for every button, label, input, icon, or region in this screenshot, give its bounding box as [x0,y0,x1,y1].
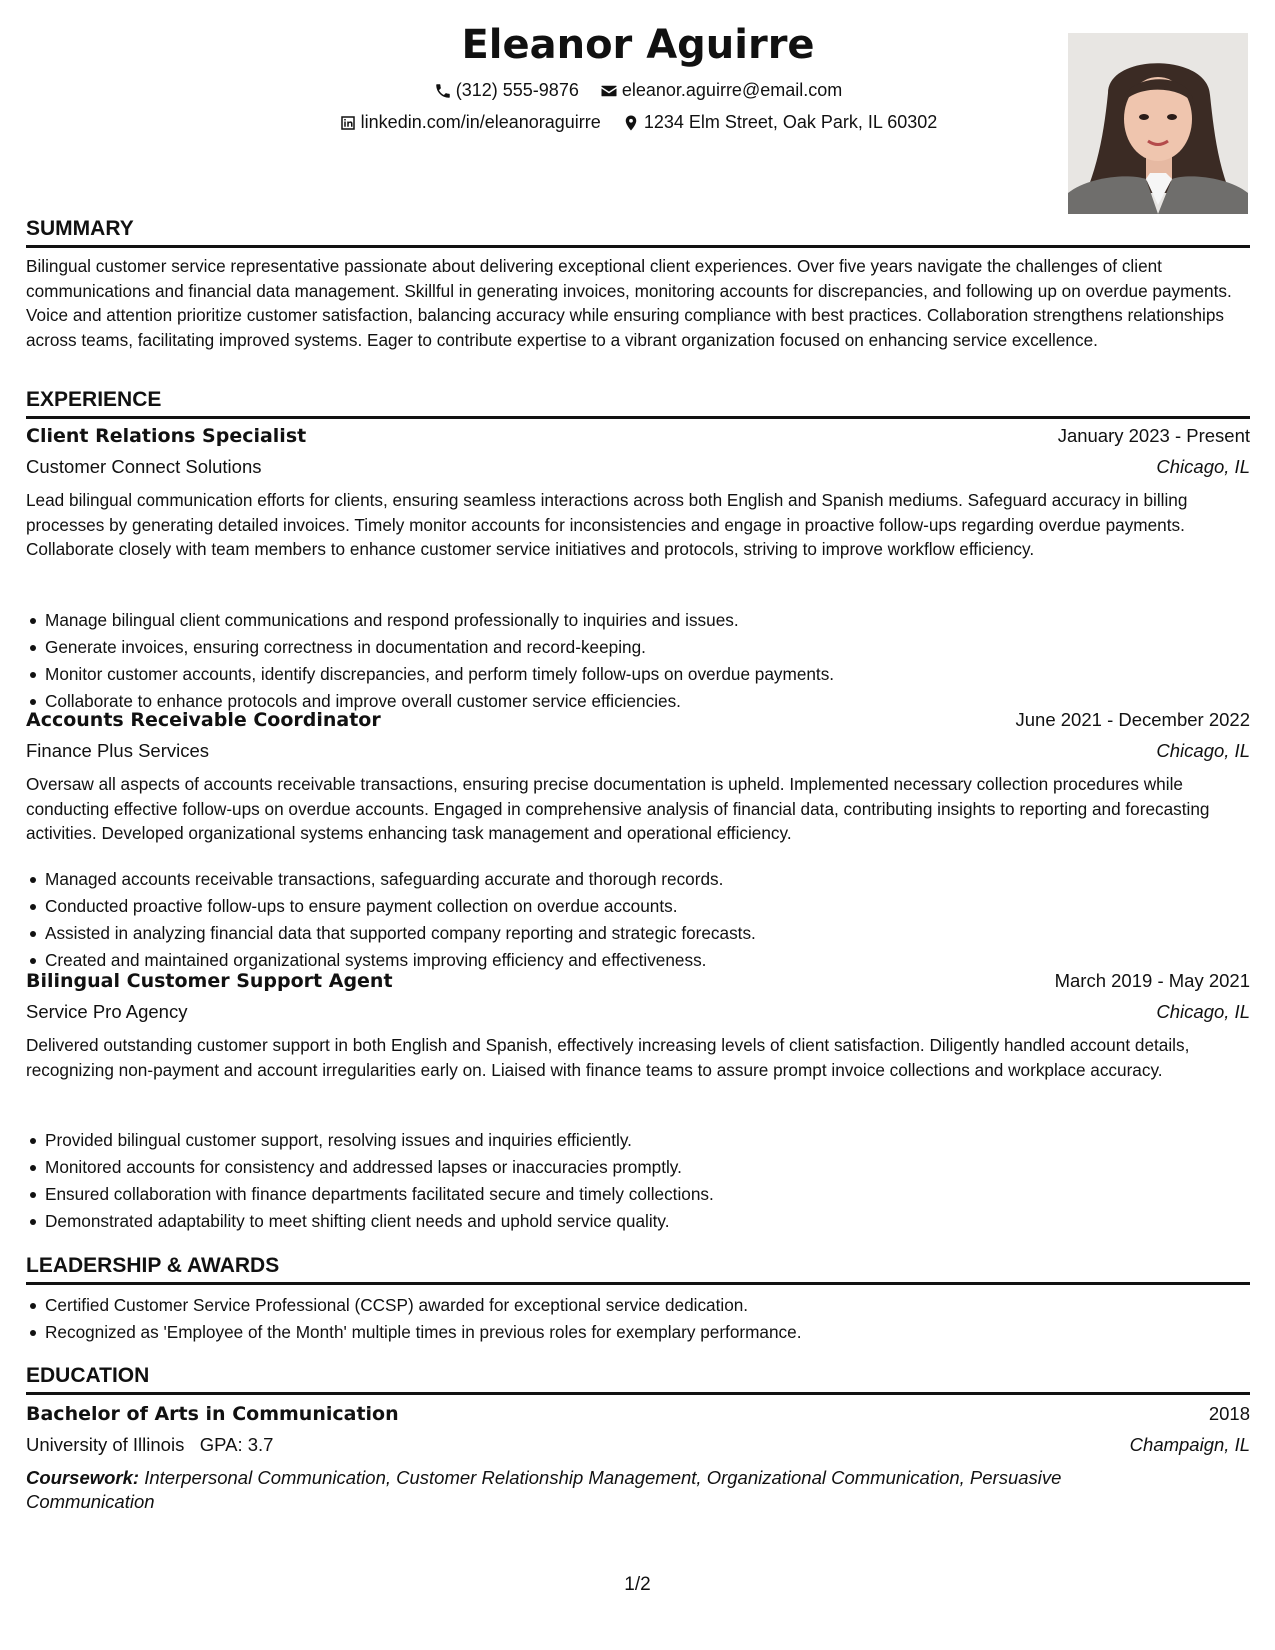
phone-text: (312) 555-9876 [455,80,579,100]
list-item: Assisted in analyzing financial data that supported company reporting and strategic forecasts. [26,920,1250,947]
list-item: Recognized as 'Employee of the Month' multiple times in previous roles for exemplary performance. [26,1319,1250,1346]
job-header [26,970,1250,998]
job-location: Chicago, IL [1156,1001,1250,1022]
education-header [26,1403,1250,1431]
degree: Bachelor of Arts in Communication [26,1403,399,1425]
job-subheader [26,740,1250,768]
job-description: Oversaw all aspects of accounts receivable transactions, ensuring precise documentation is upheld. Implemented necessary collection procedures while conducting effective follow-ups on overdue accounts. Engaged in comprehensive analysis of financial data, contributing insights to reporting and forecasting activities. Developed organizational systems enhancing task management and operational efficiency. [26,774,1210,843]
school-line [26,1434,273,1456]
list-item: Demonstrated adaptability to meet shifting client needs and uphold service quality. [26,1208,1250,1235]
gpa: GPA: 3.7 [199,1434,274,1455]
education-subheader [26,1434,1250,1462]
school-location: Champaign, IL [1129,1434,1250,1455]
list-item: Manage bilingual client communications and respond professionally to inquiries and issues. [26,607,1250,634]
job-dates: March 2019 - May 2021 [1054,970,1250,991]
job-bullets [26,1127,1250,1235]
job-description: Delivered outstanding customer support in both English and Spanish, effectively increasing levels of client satisfaction. Diligently handled account details, recognizing non-payment and account irregularities early on. Liaised with finance teams to assure prompt invoice collections and workplace accuracy. [26,1035,1190,1080]
list-item: Conducted proactive follow-ups to ensure payment collection on overdue accounts. [26,893,1250,920]
contact-line-2 [26,112,1250,137]
candidate-name: Eleanor Aguirre [461,22,815,68]
linkedin-icon [339,114,357,132]
linkedin-text: linkedin.com/in/eleanoraguirre [360,112,601,132]
profile-photo [1068,33,1248,214]
list-item: Generate invoices, ensuring correctness in documentation and record-keeping. [26,634,1250,661]
job-bullets [26,607,1250,715]
job-description: Lead bilingual communication efforts for clients, ensuring seamless interactions across both English and Spanish mediums. Safeguard accuracy in billing processes by generating detailed invoices. Timely monitor accounts for inconsistencies and engage in proactive follow-ups regarding overdue payments. Collaborate closely with team members to enhance customer service initiatives and protocols, striving to improve workflow efficiency. [26,490,1188,559]
list-item: Monitored accounts for consistency and addressed lapses or inaccuracies promptly. [26,1154,1250,1181]
graduation-year: 2018 [1208,1403,1250,1424]
section-title-experience: EXPERIENCE [26,388,1250,419]
map-pin-icon [622,114,640,132]
phone-contact[interactable] [434,80,579,101]
list-item: Created and maintained organizational systems improving efficiency and effectiveness. [26,947,1250,974]
envelope-icon [600,82,618,100]
section-title-summary: SUMMARY [26,217,1250,248]
resume-header [26,22,1250,212]
section-title-leadership: LEADERSHIP & AWARDS [26,1254,1250,1285]
job-company: Customer Connect Solutions [26,456,262,477]
school-name: University of Illinois [26,1434,185,1455]
summary-text: Bilingual customer service representative passionate about delivering exceptional client experiences. Over five years navigate the challenges of client communications and financial data management. Skillful in generating invoices, monitoring accounts for discrepancies, and following up on overdue payments. Voice and attention prioritize customer satisfaction, balancing accuracy while ensuring compliance with best practices. Collaboration strengthens relationships across teams, facilitating improved systems. Eager to contribute expertise to a vibrant organization focused on enhancing service excellence. [26,256,1232,350]
list-item: Certified Customer Service Professional (CCSP) awarded for exceptional service dedication. [26,1292,1250,1319]
email-text: eleanor.aguirre@email.com [621,80,843,100]
list-item: Monitor customer accounts, identify discrepancies, and perform timely follow-ups on overdue payments. [26,661,1250,688]
list-item: Ensured collaboration with finance departments facilitated secure and timely collections. [26,1181,1250,1208]
job-dates: June 2021 - December 2022 [1015,709,1250,730]
address-text: 1234 Elm Street, Oak Park, IL 60302 [643,112,938,132]
coursework-label: Coursework: [26,1467,140,1488]
leadership-bullets [26,1292,1250,1346]
phone-icon [434,82,452,100]
job-subheader [26,1001,1250,1029]
list-item: Managed accounts receivable transactions, safeguarding accurate and thorough records. [26,866,1250,893]
job-header [26,425,1250,453]
job-title: Client Relations Specialist [26,425,307,447]
job-subheader [26,456,1250,484]
job-bullets [26,866,1250,974]
job-title: Bilingual Customer Support Agent [26,970,393,992]
page-number: 1/2 [624,1574,651,1595]
section-title-education: EDUCATION [26,1364,1250,1395]
coursework-text: Interpersonal Communication, Customer Relationship Management, Organizational Communication, Persuasive Communication [26,1467,1062,1512]
job-title: Accounts Receivable Coordinator [26,709,381,731]
job-location: Chicago, IL [1156,740,1250,761]
job-header [26,709,1250,737]
list-item: Provided bilingual customer support, resolving issues and inquiries efficiently. [26,1127,1250,1154]
job-company: Service Pro Agency [26,1001,188,1022]
address-contact [622,112,938,133]
job-company: Finance Plus Services [26,740,210,761]
contact-line-1 [26,80,1250,105]
coursework [26,1466,1186,1514]
email-contact[interactable] [600,80,842,101]
job-location: Chicago, IL [1156,456,1250,477]
linkedin-contact[interactable] [339,112,601,133]
job-dates: January 2023 - Present [1057,425,1250,446]
list-item: Collaborate to enhance protocols and improve overall customer service efficiencies. [26,688,1250,715]
